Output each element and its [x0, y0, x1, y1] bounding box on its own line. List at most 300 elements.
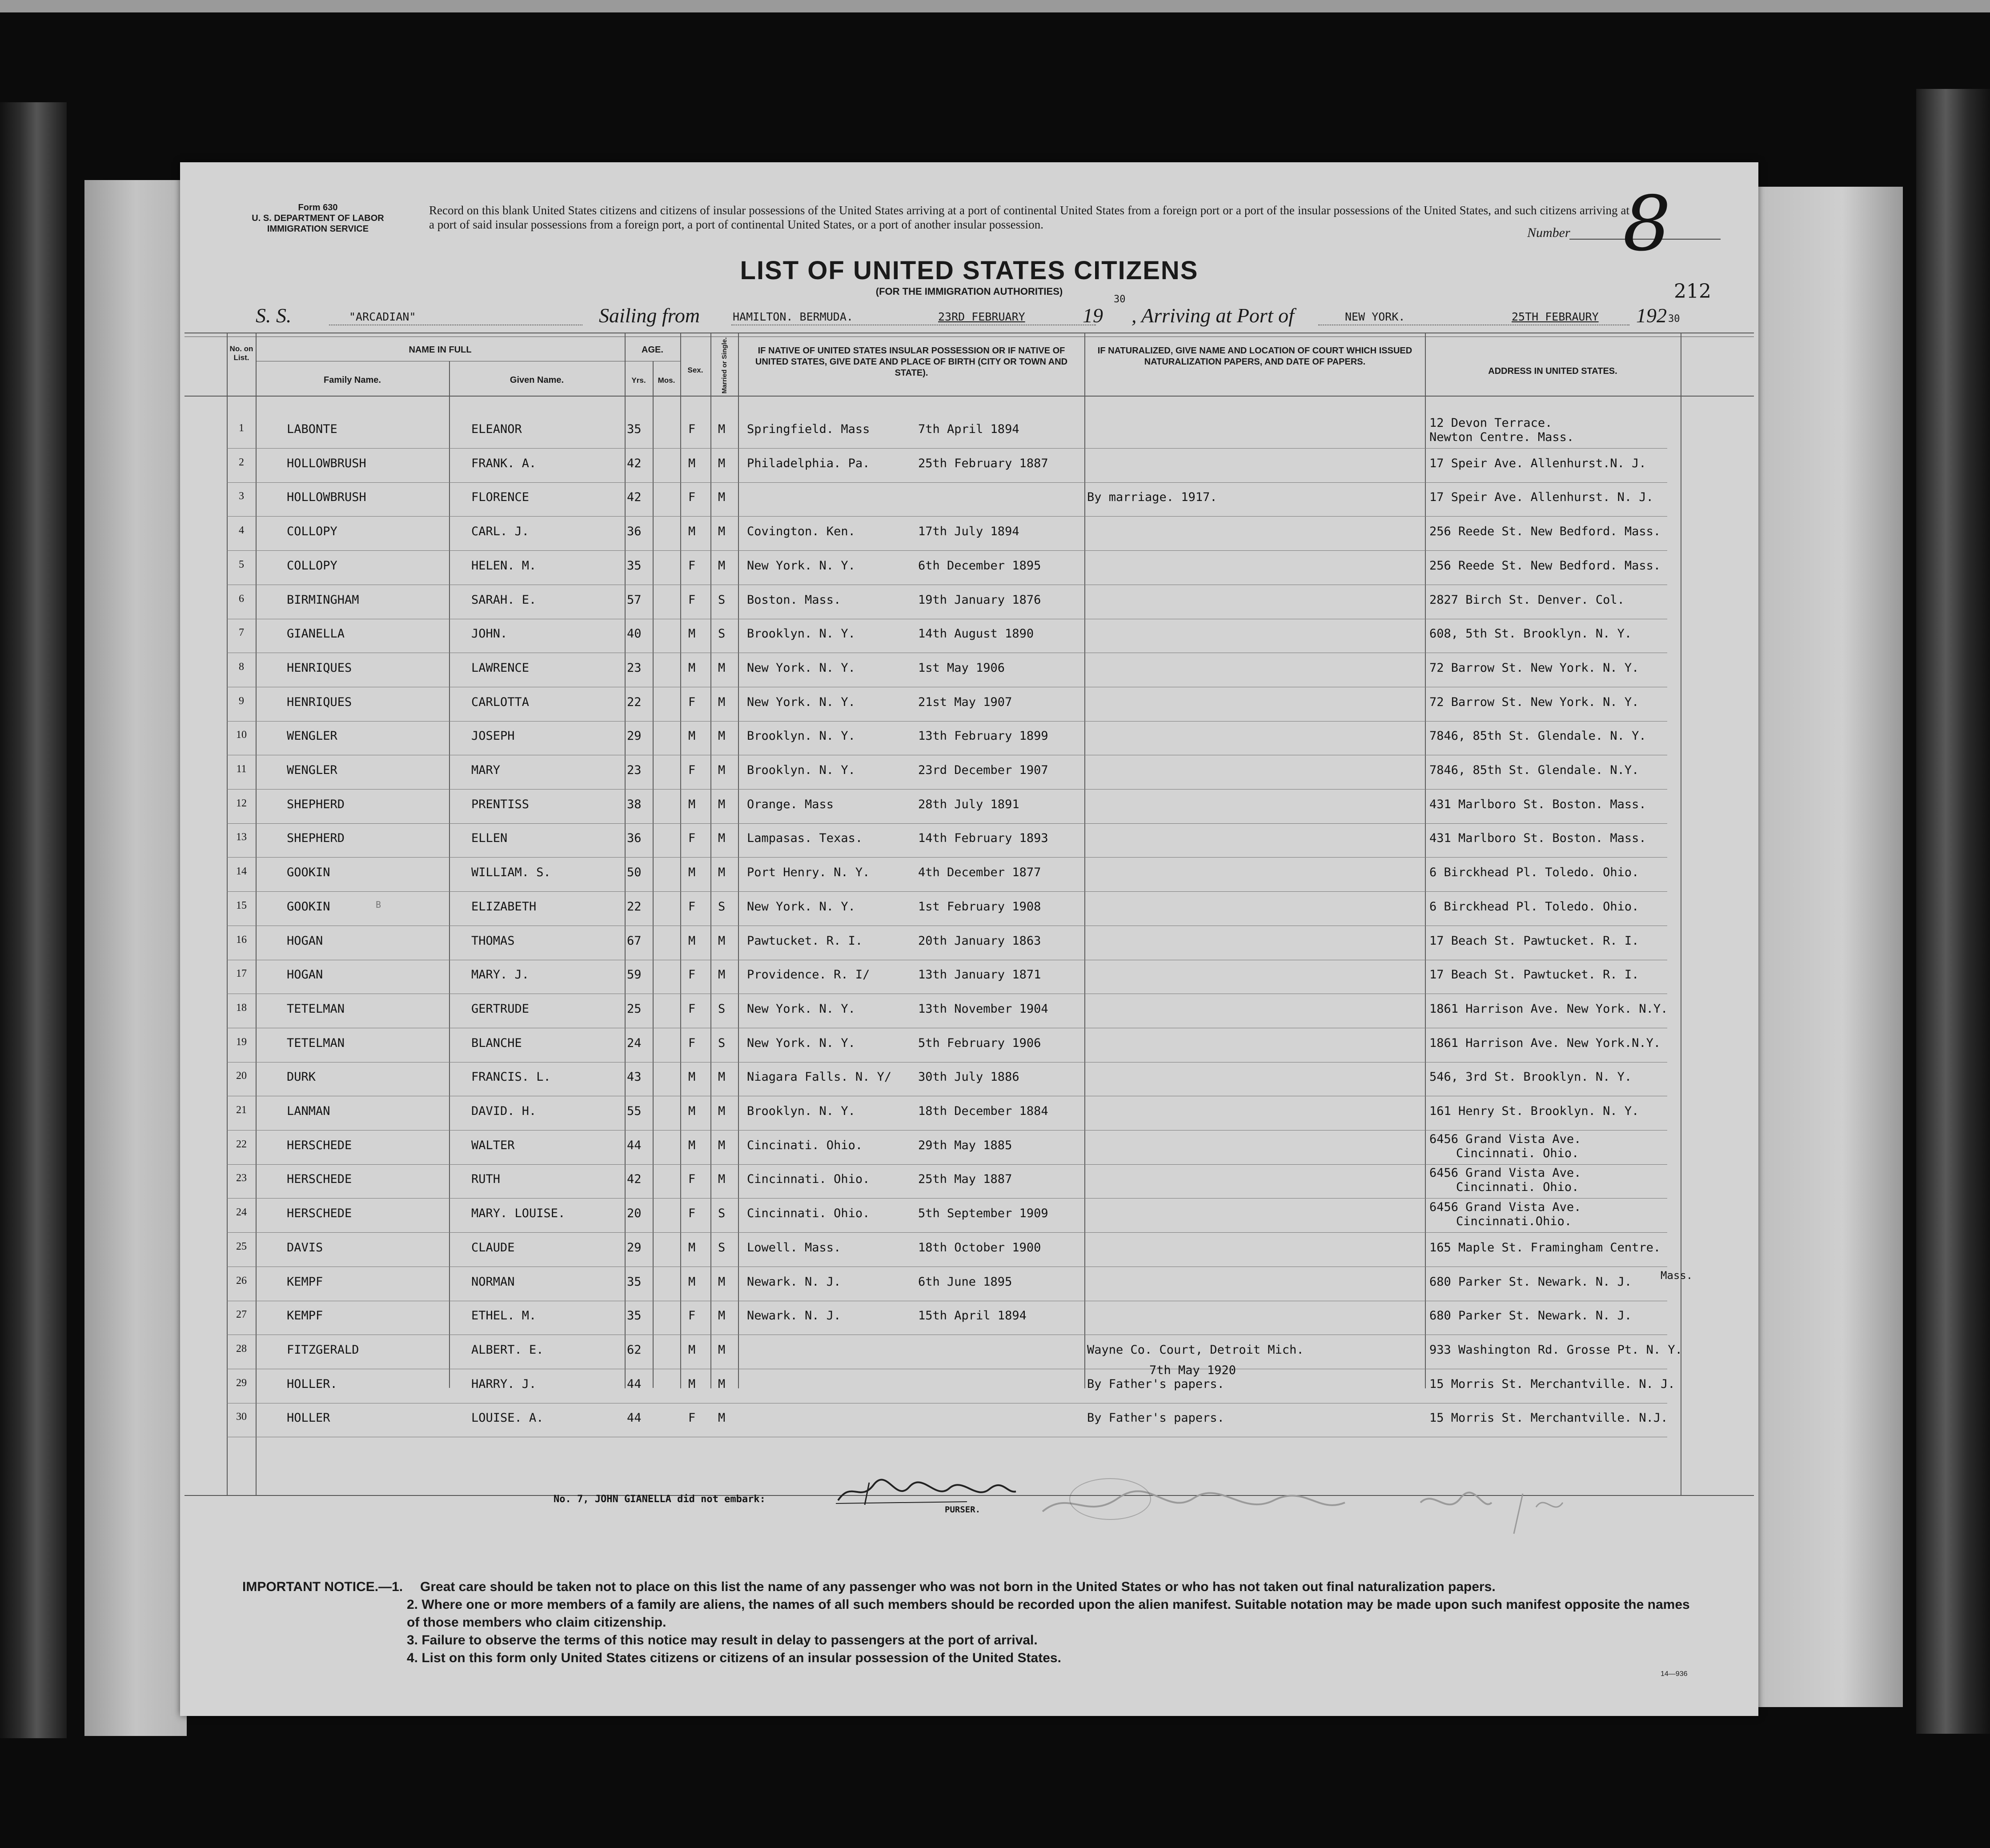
- birthplace: Springfield. Mass: [747, 422, 870, 436]
- scan-right-edge: [1916, 89, 1990, 1734]
- mass-note: Mass.: [1661, 1269, 1693, 1282]
- marital-status: M: [718, 798, 726, 811]
- year-prefix-1: 19: [1083, 304, 1103, 327]
- ss-label: S. S.: [256, 304, 292, 327]
- family-name: LANMAN: [287, 1104, 330, 1118]
- family-name: TETELMAN: [287, 1002, 345, 1016]
- address: 933 Washington Rd. Grosse Pt. N. Y.: [1429, 1343, 1682, 1357]
- row-rule: [227, 1164, 1667, 1165]
- age-years: 40: [627, 627, 642, 641]
- marital-status: M: [718, 1377, 726, 1391]
- age-years: 57: [627, 593, 642, 607]
- age-years: 44: [627, 1411, 642, 1425]
- family-name: KEMPF: [287, 1275, 323, 1289]
- notice-item-1: Great care should be taken not to place on this list the name of any passenger who was not born in the United States or who has not taken out final naturalization papers.: [420, 1579, 1496, 1594]
- row-number: 26: [236, 1275, 247, 1287]
- scan-top-strip: [0, 0, 1990, 12]
- row-number: 5: [239, 559, 244, 570]
- row-number: 13: [236, 831, 247, 843]
- age-years: 44: [627, 1377, 642, 1391]
- birth-date: 18th October 1900: [918, 1241, 1041, 1255]
- birthplace: New York. N. Y.: [747, 559, 855, 573]
- sex: F: [688, 490, 696, 504]
- address: 17 Beach St. Pawtucket. R. I.: [1429, 968, 1639, 982]
- header-given-name: Given Name.: [510, 375, 564, 385]
- given-name: NORMAN: [471, 1275, 515, 1289]
- birth-date: 1st February 1908: [918, 900, 1041, 914]
- family-name: HOLLOWBRUSH: [287, 457, 366, 470]
- address: 1861 Harrison Ave. New York.N.Y.: [1429, 1036, 1661, 1050]
- age-years: 20: [627, 1207, 642, 1220]
- birth-date: 5th September 1909: [918, 1207, 1048, 1220]
- row-number: 30: [236, 1411, 247, 1423]
- header-native-birth: IF NATIVE OF UNITED STATES INSULAR POSSESSION OR IF NATIVE OF UNITED STATES, GIVE DATE AND PLACE OF BIRTH (CITY OR TOWN AND STATE).: [755, 346, 1068, 378]
- birth-date: 20th January 1863: [918, 934, 1041, 948]
- birthplace: Cincinnati. Ohio.: [747, 1207, 870, 1220]
- birthplace: New York. N. Y.: [747, 695, 855, 709]
- row-rule: [227, 550, 1667, 551]
- given-name: FRANK. A.: [471, 457, 537, 470]
- age-years: 24: [627, 1036, 642, 1050]
- col-border-1: [256, 333, 257, 1495]
- header-age: AGE.: [642, 345, 663, 355]
- address: 17 Speir Ave. Allenhurst.N. J.: [1429, 457, 1646, 470]
- age-years: 22: [627, 900, 642, 914]
- row-number: 17: [236, 968, 247, 979]
- given-name: JOHN.: [471, 627, 508, 641]
- number-label: Number: [1527, 225, 1570, 240]
- age-years: 50: [627, 866, 642, 879]
- given-name: MARY. J.: [471, 968, 530, 982]
- family-name: BIRMINGHAM: [287, 593, 359, 607]
- address: 6456 Grand Vista Ave.: [1429, 1132, 1581, 1146]
- given-name: HARRY. J.: [471, 1377, 537, 1391]
- notice-item-3: 3. Failure to observe the terms of this notice may result in delay to passengers at the port of arrival.: [407, 1633, 1038, 1648]
- family-name: DAVIS: [287, 1241, 323, 1255]
- row-number: 22: [236, 1138, 247, 1150]
- sex: M: [688, 1104, 696, 1118]
- birthplace: Newark. N. J.: [747, 1275, 841, 1289]
- birthplace: Providence. R. I/: [747, 968, 870, 982]
- marital-status: M: [718, 695, 726, 709]
- underlying-page-left: [84, 180, 187, 1736]
- birthplace: Brooklyn. N. Y.: [747, 627, 855, 641]
- age-years: 42: [627, 1172, 642, 1186]
- birth-date: 29th May 1885: [918, 1138, 1012, 1152]
- row-number: 14: [236, 866, 247, 877]
- row-number: 7: [239, 627, 244, 638]
- header-name-in-full: NAME IN FULL: [409, 345, 472, 355]
- year-1: 30: [1114, 294, 1126, 305]
- address: 72 Barrow St. New York. N. Y.: [1429, 695, 1639, 709]
- page-number: 212: [1674, 280, 1711, 303]
- purser-label: PURSER.: [945, 1505, 981, 1515]
- marital-status: M: [718, 1343, 726, 1357]
- sex: M: [688, 1241, 696, 1255]
- address-line-2: Cincinnati. Ohio.: [1456, 1146, 1579, 1160]
- row-number: 23: [236, 1172, 247, 1184]
- marital-status: M: [718, 866, 726, 879]
- header-naturalized: IF NATURALIZED, GIVE NAME AND LOCATION OF COURT WHICH ISSUED NATURALIZATION PAPERS, AND DATE OF PAPERS.: [1097, 346, 1412, 367]
- marital-status: S: [718, 1002, 726, 1016]
- marital-status: M: [718, 1070, 726, 1084]
- naturalization: By Father's papers.: [1087, 1411, 1224, 1425]
- address: 6 Birckhead Pl. Toledo. Ohio.: [1429, 900, 1639, 914]
- address: 1861 Harrison Ave. New York. N.Y.: [1429, 1002, 1668, 1016]
- address: 165 Maple St. Framingham Centre.: [1429, 1241, 1661, 1255]
- address: 7846, 85th St. Glendale. N.Y.: [1429, 763, 1639, 777]
- row-rule: [227, 823, 1667, 824]
- row-number: 3: [239, 490, 244, 502]
- sex: M: [688, 866, 696, 879]
- row-number: 29: [236, 1377, 247, 1389]
- given-name: ETHEL. M.: [471, 1309, 537, 1323]
- family-name: KEMPF: [287, 1309, 323, 1323]
- address: 161 Henry St. Brooklyn. N. Y.: [1429, 1104, 1639, 1118]
- age-years: 29: [627, 1241, 642, 1255]
- family-name: HERSCHEDE: [287, 1138, 352, 1152]
- row-rule: [227, 891, 1667, 892]
- address-line-2: Newton Centre. Mass.: [1429, 430, 1574, 444]
- birthplace: New York. N. Y.: [747, 900, 855, 914]
- sex: M: [688, 457, 696, 470]
- family-name: HOLLER: [287, 1411, 330, 1425]
- birthplace: Covington. Ken.: [747, 525, 855, 538]
- sex: M: [688, 525, 696, 538]
- birth-date: 25th May 1887: [918, 1172, 1012, 1186]
- family-name: GOOKIN: [287, 900, 330, 914]
- row-number: 2: [239, 457, 244, 468]
- header-months: Mos.: [658, 376, 675, 385]
- sex: F: [688, 831, 696, 845]
- did-not-embark-note: No. 7, JOHN GIANELLA did not embark:: [554, 1494, 766, 1505]
- ship-name: "ARCADIAN": [349, 310, 416, 323]
- birth-date: 28th July 1891: [918, 798, 1019, 811]
- age-years: 23: [627, 661, 642, 675]
- given-name: SARAH. E.: [471, 593, 537, 607]
- marital-status: S: [718, 1036, 726, 1050]
- sex: M: [688, 798, 696, 811]
- birth-date: 14th August 1890: [918, 627, 1034, 641]
- address-line-2: Cincinnati.Ohio.: [1456, 1215, 1572, 1228]
- header-no-on-list: No. on List.: [229, 345, 253, 362]
- marital-status: S: [718, 1241, 726, 1255]
- address: 680 Parker St. Newark. N. J.: [1429, 1275, 1632, 1289]
- given-name: MARY: [471, 763, 501, 777]
- family-name: COLLOPY: [287, 525, 337, 538]
- sex: M: [688, 1343, 696, 1357]
- sex: F: [688, 900, 696, 914]
- header-years: Yrs.: [631, 376, 646, 385]
- age-years: 38: [627, 798, 642, 811]
- marital-status: S: [718, 900, 726, 914]
- birth-date: 5th February 1906: [918, 1036, 1041, 1050]
- given-name: THOMAS: [471, 934, 515, 948]
- marital-status: S: [718, 1207, 726, 1220]
- marital-status: M: [718, 934, 726, 948]
- row-number: 9: [239, 695, 244, 707]
- address: 6 Birckhead Pl. Toledo. Ohio.: [1429, 866, 1639, 879]
- address: 431 Marlboro St. Boston. Mass.: [1429, 798, 1646, 811]
- address: 6456 Grand Vista Ave.: [1429, 1200, 1581, 1214]
- birth-date: 15th April 1894: [918, 1309, 1027, 1323]
- birthplace: Cincinnati. Ohio.: [747, 1172, 870, 1186]
- address: 6456 Grand Vista Ave.: [1429, 1166, 1581, 1180]
- instructions-text: Record on this blank United States citizens and citizens of insular possessions of the United States arriving at a port of continental United States from a foreign port or a port of the insular possessions of the United States, and such citizens arriving at a port of said insular possessions from a foreign port, a port of continental United States, or a port of another insular possession.: [429, 204, 1629, 231]
- sex: F: [688, 763, 696, 777]
- naturalization-date-note: 7th May 1920: [1149, 1363, 1236, 1377]
- birthplace: Philadelphia. Pa.: [747, 457, 870, 470]
- given-name: PRENTISS: [471, 798, 530, 811]
- birthplace: Newark. N. J.: [747, 1309, 841, 1323]
- birth-date: 23rd December 1907: [918, 763, 1048, 777]
- sex: M: [688, 1138, 696, 1152]
- birthplace: Boston. Mass.: [747, 593, 841, 607]
- row-number: 16: [236, 934, 247, 946]
- family-name: WENGLER: [287, 729, 337, 743]
- circled-mark: [1069, 1478, 1151, 1520]
- address: 546, 3rd St. Brooklyn. N. Y.: [1429, 1070, 1632, 1084]
- marital-status: S: [718, 627, 726, 641]
- given-name: JOSEPH: [471, 729, 515, 743]
- marital-status: M: [718, 729, 726, 743]
- family-name: SHEPHERD: [287, 831, 345, 845]
- address: 608, 5th St. Brooklyn. N. Y.: [1429, 627, 1632, 641]
- family-name: HERSCHEDE: [287, 1207, 352, 1220]
- sex: F: [688, 1411, 696, 1425]
- sex: M: [688, 661, 696, 675]
- birth-date: 13th November 1904: [918, 1002, 1048, 1016]
- family-name: HERSCHEDE: [287, 1172, 352, 1186]
- row-rule: [227, 1232, 1667, 1233]
- purser-signature: [834, 1476, 1020, 1507]
- marital-status: M: [718, 1138, 726, 1152]
- birthplace: Brooklyn. N. Y.: [747, 729, 855, 743]
- address: 2827 Birch St. Denver. Col.: [1429, 593, 1625, 607]
- page-subtitle: (FOR THE IMMIGRATION AUTHORITIES): [875, 286, 1063, 297]
- age-years: 22: [627, 695, 642, 709]
- col-border-9: [1425, 333, 1426, 1388]
- birth-date: 19th January 1876: [918, 593, 1041, 607]
- family-name: GIANELLA: [287, 627, 345, 641]
- header-family-name: Family Name.: [324, 375, 381, 385]
- age-years: 44: [627, 1138, 642, 1152]
- address: 680 Parker St. Newark. N. J.: [1429, 1309, 1632, 1323]
- birthplace: New York. N. Y.: [747, 1002, 855, 1016]
- marital-status: M: [718, 490, 726, 504]
- naturalization: Wayne Co. Court, Detroit Mich.: [1087, 1343, 1304, 1357]
- age-years: 29: [627, 729, 642, 743]
- age-years: 59: [627, 968, 642, 982]
- sex: F: [688, 1036, 696, 1050]
- page-title: LIST OF UNITED STATES CITIZENS: [740, 256, 1199, 285]
- col-border-8: [1084, 333, 1085, 1388]
- age-years: 35: [627, 559, 642, 573]
- row-rule: [227, 482, 1667, 483]
- marital-status: M: [718, 1309, 726, 1323]
- stray-letter: B: [376, 899, 381, 910]
- birthplace: Brooklyn. N. Y.: [747, 1104, 855, 1118]
- age-years: 36: [627, 831, 642, 845]
- sex: M: [688, 1377, 696, 1391]
- row-rule: [227, 857, 1667, 858]
- col-border-0: [227, 333, 228, 1495]
- marital-status: M: [718, 831, 726, 845]
- address: 17 Beach St. Pawtucket. R. I.: [1429, 934, 1639, 948]
- sex: M: [688, 729, 696, 743]
- row-number: 8: [239, 661, 244, 673]
- given-name: RUTH: [471, 1172, 501, 1186]
- given-name: FLORENCE: [471, 490, 530, 504]
- sex: F: [688, 1172, 696, 1186]
- marital-status: S: [718, 593, 726, 607]
- address: 256 Reede St. New Bedford. Mass.: [1429, 559, 1661, 573]
- birthplace: Brooklyn. N. Y.: [747, 763, 855, 777]
- birthplace: Pawtucket. R. I.: [747, 934, 863, 948]
- sailing-date: 23RD FEBRUARY: [938, 310, 1025, 323]
- row-rule: [227, 448, 1667, 449]
- given-name: MARY. LOUISE.: [471, 1207, 566, 1220]
- sex: F: [688, 968, 696, 982]
- col-border-7: [738, 333, 739, 1388]
- birth-date: 25th February 1887: [918, 457, 1048, 470]
- birth-date: 18th December 1884: [918, 1104, 1048, 1118]
- birth-date: 1st May 1906: [918, 661, 1005, 675]
- sex: F: [688, 695, 696, 709]
- row-number: 11: [236, 763, 247, 775]
- family-name: HOLLER.: [287, 1377, 337, 1391]
- birth-date: 7th April 1894: [918, 422, 1019, 436]
- birth-date: 6th December 1895: [918, 559, 1041, 573]
- header-bottom-border: [185, 396, 1754, 397]
- row-number: 24: [236, 1207, 247, 1218]
- family-name: SHEPHERD: [287, 798, 345, 811]
- arrival-port: NEW YORK.: [1345, 310, 1405, 323]
- sex: F: [688, 1002, 696, 1016]
- arrival-date: 25TH FEBRAURY: [1512, 310, 1599, 323]
- row-number: 10: [236, 729, 247, 741]
- form-identifier: [247, 202, 389, 234]
- family-name: HOGAN: [287, 934, 323, 948]
- header-married-single: Married or Single.: [721, 337, 728, 394]
- given-name: GERTRUDE: [471, 1002, 530, 1016]
- col-border-5: [680, 333, 681, 1388]
- row-number: 21: [236, 1104, 247, 1116]
- year-2: 30: [1668, 313, 1680, 325]
- marital-status: M: [718, 525, 726, 538]
- department-name: U. S. DEPARTMENT OF LABOR: [252, 213, 384, 223]
- family-name: TETELMAN: [287, 1036, 345, 1050]
- given-name: CLAUDE: [471, 1241, 515, 1255]
- given-name: LAWRENCE: [471, 661, 530, 675]
- birth-date: 30th July 1886: [918, 1070, 1019, 1084]
- header-sex: Sex.: [687, 366, 703, 374]
- given-name: BLANCHE: [471, 1036, 522, 1050]
- row-number: 25: [236, 1241, 247, 1252]
- family-name: COLLOPY: [287, 559, 337, 573]
- sex: M: [688, 627, 696, 641]
- sex: F: [688, 1309, 696, 1323]
- age-years: 35: [627, 422, 642, 436]
- age-years: 23: [627, 763, 642, 777]
- sheet-number: 8: [1623, 180, 1671, 268]
- row-number: 15: [236, 900, 247, 911]
- notice-item-2: 2. Where one or more members of a family are aliens, the names of all such members should be recorded upon the alien manifest. Suitable notation may be made upon such manifest opposite the names of those members who claim citizenship.: [407, 1597, 1690, 1630]
- age-years: 62: [627, 1343, 642, 1357]
- address: 17 Speir Ave. Allenhurst. N. J.: [1429, 490, 1653, 504]
- row-number: 20: [236, 1070, 247, 1082]
- family-name: HENRIQUES: [287, 695, 352, 709]
- col-border-2: [449, 361, 450, 1388]
- row-number: 19: [236, 1036, 247, 1048]
- birthplace: Cincinati. Ohio.: [747, 1138, 863, 1152]
- birthplace: New York. N. Y.: [747, 661, 855, 675]
- underlying-page-right: [1752, 187, 1903, 1707]
- sex: M: [688, 934, 696, 948]
- age-years: 36: [627, 525, 642, 538]
- sex: F: [688, 1207, 696, 1220]
- age-years: 35: [627, 1309, 642, 1323]
- birth-date: 21st May 1907: [918, 695, 1012, 709]
- row-number: 4: [239, 525, 244, 536]
- birth-date: 6th June 1895: [918, 1275, 1012, 1289]
- year-prefix-2: 192: [1636, 304, 1667, 327]
- birthplace: Lowell. Mass.: [747, 1241, 841, 1255]
- marital-status: M: [718, 422, 726, 436]
- birth-date: 13th February 1899: [918, 729, 1048, 743]
- age-years: 67: [627, 934, 642, 948]
- sex: M: [688, 1275, 696, 1289]
- service-name: IMMIGRATION SERVICE: [267, 224, 369, 234]
- marital-status: M: [718, 661, 726, 675]
- sailing-port: HAMILTON. BERMUDA.: [733, 310, 853, 323]
- age-years: 43: [627, 1070, 642, 1084]
- address: 15 Morris St. Merchantville. N. J.: [1429, 1377, 1675, 1391]
- family-name: FITZGERALD: [287, 1343, 359, 1357]
- row-number: 6: [239, 593, 244, 605]
- birth-date: 13th January 1871: [918, 968, 1041, 982]
- given-name: ALBERT. E.: [471, 1343, 544, 1357]
- sailing-label: Sailing from: [599, 304, 700, 327]
- age-years: 25: [627, 1002, 642, 1016]
- row-rule: [227, 721, 1667, 722]
- birthplace: New York. N. Y.: [747, 1036, 855, 1050]
- marital-status: M: [718, 763, 726, 777]
- row-number: 28: [236, 1343, 247, 1355]
- address: 12 Devon Terrace.: [1429, 416, 1553, 430]
- birth-date: 14th February 1893: [918, 831, 1048, 845]
- birth-date: 17th July 1894: [918, 525, 1019, 538]
- marital-status: M: [718, 559, 726, 573]
- marital-status: M: [718, 1411, 726, 1425]
- age-years: 42: [627, 457, 642, 470]
- sex: M: [688, 1070, 696, 1084]
- given-name: WALTER: [471, 1138, 515, 1152]
- naturalization: By marriage. 1917.: [1087, 490, 1217, 504]
- age-years: 35: [627, 1275, 642, 1289]
- birthplace: Port Henry. N. Y.: [747, 866, 870, 879]
- form-code: 14—936: [1661, 1670, 1688, 1678]
- sex: F: [688, 559, 696, 573]
- marital-status: M: [718, 968, 726, 982]
- given-name: ELEANOR: [471, 422, 522, 436]
- family-name: LABONTE: [287, 422, 337, 436]
- family-name: HOLLOWBRUSH: [287, 490, 366, 504]
- given-name: WILLIAM. S.: [471, 866, 551, 879]
- age-years: 42: [627, 490, 642, 504]
- birthplace: Orange. Mass: [747, 798, 834, 811]
- naturalization: By Father's papers.: [1087, 1377, 1224, 1391]
